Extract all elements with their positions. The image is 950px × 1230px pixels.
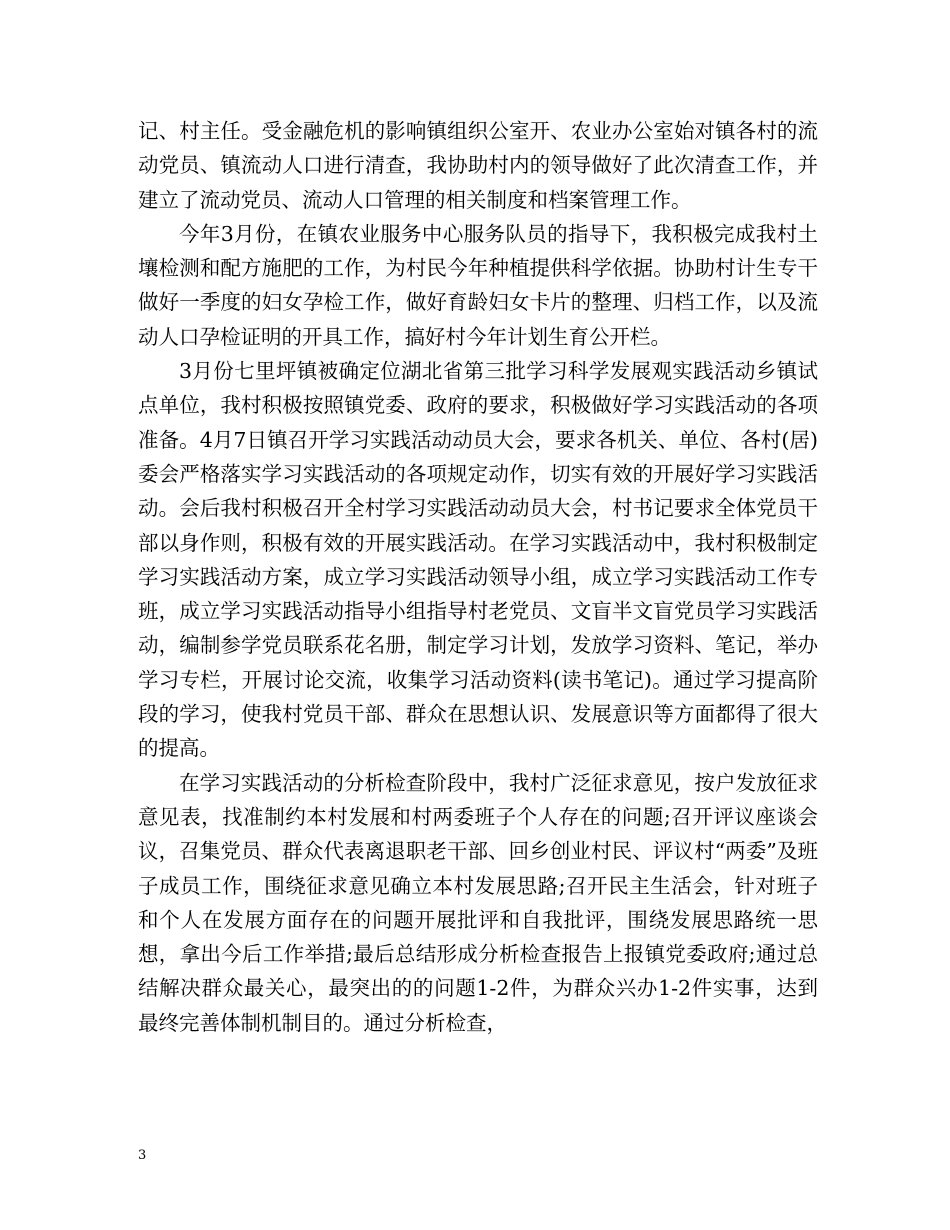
paragraph-3: 3月份七里坪镇被确定位湖北省第三批学习科学发展观实践活动乡镇试点单位，我村积极按照镇党委、政府的要求，积极做好学习实践活动的各项准备。4月7日镇召开学习实践活动动员大会，要求各机关、单位、各村(居)委会严格落实学习实践活动的各项规定动作，切实有效的开展好学习实践活动。会后我村积极召开全村学习实践活动动员大会，村书记要求全体党员干部以身作则，积极有效的开展实践活动。在学习实践活动中，我村积极制定学习实践活动方案，成立学习实践活动领导小组，成立学习实践活动工作专班，成立学习实践活动指导小组指导村老党员、文盲半文盲党员学习实践活动，编制参学党员联系花名册，制定学习计划，发放学习资料、笔记，举办学习专栏，开展讨论交流，收集学习活动资料(读书笔记)。通过学习提高阶段的学习，使我村党员干部、群众在思想认识、发展意识等方面都得了很大的提高。 [138, 359, 818, 761]
paragraph-4: 在学习实践活动的分析检查阶段中，我村广泛征求意见，按户发放征求意见表，找准制约本村发展和村两委班子个人存在的问题;召开评议座谈会议，召集党员、群众代表离退职老干部、回乡创业村民、评议村“两委”及班子成员工作，围绕征求意见确立本村发展思路;召开民主生活会，针对班子和个人在发展方面存在的问题开展批评和自我批评，围绕发展思路统一思想，拿出今后工作举措;最后总结形成分析检查报告上报镇党委政府;通过总结解决群众最关心，最突出的的问题1-2件，为群众兴办1-2件实事，达到最终完善体制机制目的。通过分析检查， [138, 770, 818, 1035]
paragraph-1: 记、村主任。受金融危机的影响镇组织公室开、农业办公室始对镇各村的流动党员、镇流动人口进行清查，我协助村内的领导做好了此次清查工作，并建立了流动党员、流动人口管理的相关制度和档案管理工作。 [138, 119, 818, 212]
document-body [138, 114, 818, 1040]
page-number: 3 [138, 1148, 147, 1163]
paragraph-2: 今年3月份，在镇农业服务中心服务队员的指导下，我积极完成我村土壤检测和配方施肥的工作，为村民今年种植提供科学依据。协助村计生专干做好一季度的妇女孕检工作，做好育龄妇女卡片的整理、归档工作，以及流动人口孕检证明的开具工作，搞好村今年计划生育公开栏。 [138, 221, 818, 349]
